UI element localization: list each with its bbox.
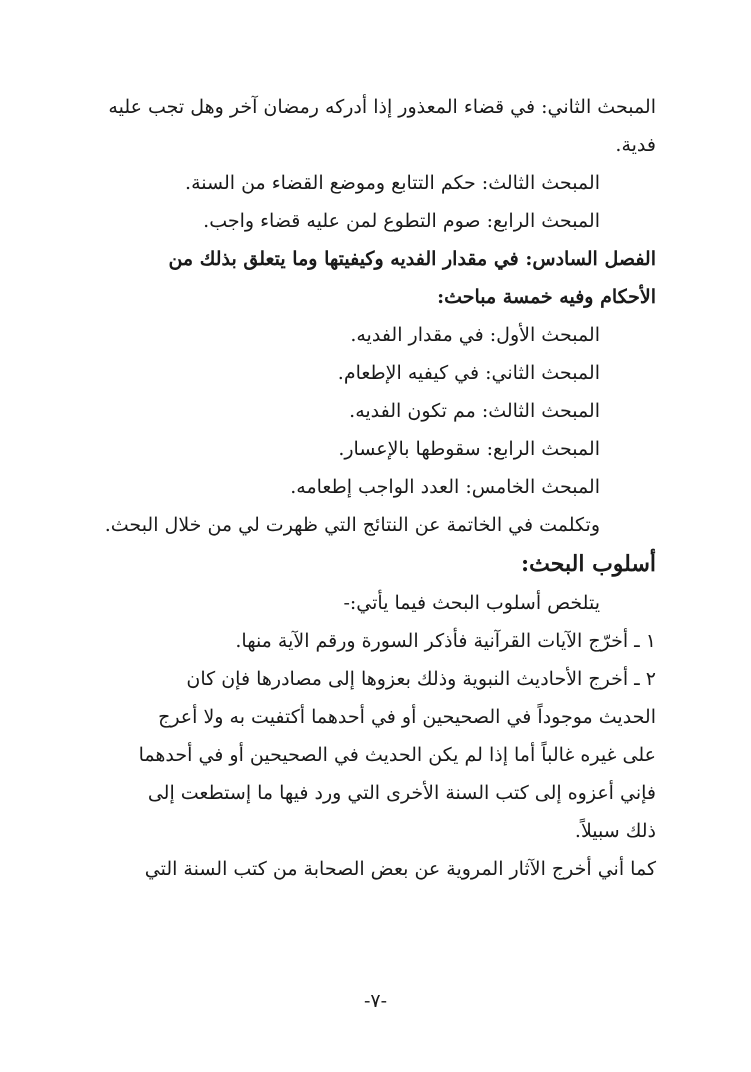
chapter-heading-line: الفصل السادس: في مقدار الفديه وكيفيتها وما يتعلق بذلك من <box>168 248 656 270</box>
text-line: المبحث الرابع: صوم التطوع لمن عليه قضاء واجب. <box>203 210 600 232</box>
text-line: كما أني أخرج الآثار المروية عن بعض الصحابة من كتب السنة التي <box>144 858 656 880</box>
list-item <box>96 660 656 698</box>
text-line: يتلخص أسلوب البحث فيما يأتي:- <box>343 592 600 614</box>
text-line: المبحث الثالث: مم تكون الفديه. <box>349 400 600 422</box>
text-line: المبحث الثاني: في قضاء المعذور إذا أدركه رمضان آخر وهل تجب عليه <box>108 96 656 118</box>
conclusion-line: وتكلمت في الخاتمة عن النتائج التي ظهرت لي من خلال البحث. <box>104 514 600 536</box>
text-line: المبحث الرابع: سقوطها بالإعسار. <box>338 438 600 460</box>
text-line: الحديث موجوداً في الصحيحين أو في أحدهما أكتفيت به ولا أعرج <box>158 706 656 728</box>
text-line: المبحث الخامس: العدد الواجب إطعامه. <box>290 476 600 498</box>
list-text: أخرّج الآيات القرآنية فأذكر السورة ورقم الآية منها. <box>235 630 629 652</box>
list-item <box>96 622 656 660</box>
text-line: المبحث الثالث: حكم التتابع وموضع القضاء من السنة. <box>185 172 600 194</box>
text-line: المبحث الثاني: في كيفيه الإطعام. <box>337 362 600 384</box>
section-heading: أسلوب البحث: <box>521 551 656 577</box>
text-line: فدية. <box>615 134 656 156</box>
text-line: ذلك سبيلاً. <box>574 820 656 842</box>
chapter-heading-line: الأحكام وفيه خمسة مباحث: <box>437 286 656 308</box>
list-number: ١ ـ <box>634 630 656 652</box>
list-text: أخرج الأحاديث النبوية وذلك بعزوها إلى مصادرها فإن كان <box>186 668 629 690</box>
page-body <box>96 88 656 888</box>
text-line: على غيره غالباً أما إذا لم يكن الحديث في الصحيحين أو في أحدهما <box>138 744 656 766</box>
list-number: ٢ ـ <box>634 668 656 690</box>
text-line: فإني أعزوه إلى كتب السنة الأخرى التي ورد فيها ما إستطعت إلى <box>147 782 656 804</box>
page-number: -٧- <box>363 990 388 1012</box>
text-line: المبحث الأول: في مقدار الفديه. <box>350 324 600 346</box>
